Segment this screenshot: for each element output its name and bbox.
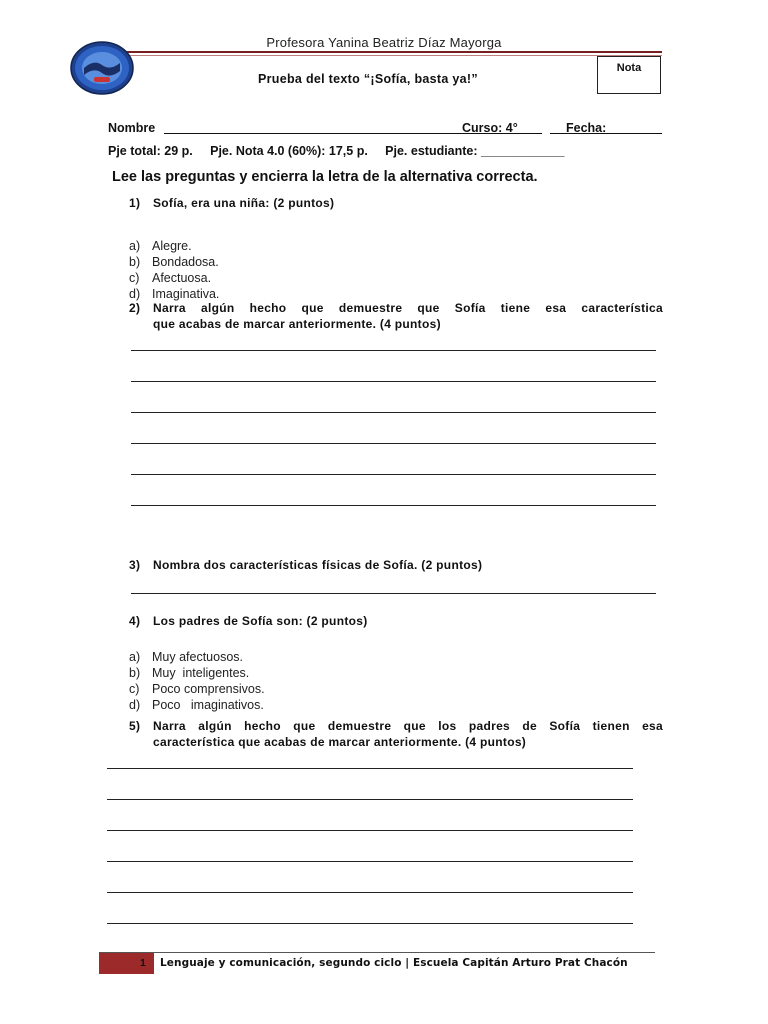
student-info-row	[108, 121, 662, 135]
test-title: Prueba del texto “¡Sofía, basta ya!”	[258, 72, 478, 86]
school-crest-icon	[70, 41, 134, 95]
answer-line[interactable]	[107, 830, 633, 831]
question-text-line-1: Narra algún hecho que demuestre que los padres de Sofía tienen esa	[153, 719, 663, 733]
question-5	[129, 718, 669, 750]
answer-line[interactable]	[131, 412, 656, 413]
question-4	[129, 613, 669, 629]
option-a[interactable]: a) Muy afectuosos.	[129, 650, 244, 664]
answer-line[interactable]	[107, 768, 633, 769]
option-c[interactable]: c) Afectuosa.	[129, 271, 212, 285]
question-text-line-2: que acabas de marcar anteriormente. (4 puntos)	[153, 317, 441, 331]
option-b[interactable]: b) Muy inteligentes.	[129, 666, 250, 680]
score-line: Pje total: 29 p. Pje. Nota 4.0 (60%): 17,5 p. Pje. estudiante: ____________	[108, 144, 565, 158]
question-text-line-1: Narra algún hecho que demuestre que Sofía tiene esa característica	[153, 301, 663, 315]
name-label: Nombre	[108, 121, 156, 135]
option-c[interactable]: c) Poco comprensivos.	[129, 682, 265, 696]
answer-line[interactable]	[107, 799, 633, 800]
option-d[interactable]: d) Imaginativa.	[129, 287, 220, 301]
answer-line[interactable]	[131, 474, 656, 475]
question-number: 1)	[129, 196, 141, 210]
course-field[interactable]	[462, 121, 542, 134]
instructions: Lee las preguntas y encierra la letra de la alternativa correcta.	[112, 169, 538, 185]
question-number: 3)	[129, 558, 141, 572]
grade-box	[597, 56, 661, 94]
footer-text: Lenguaje y comunicación, segundo ciclo | Escuela Capitán Arturo Prat Chacón	[160, 957, 628, 969]
answer-line[interactable]	[107, 923, 633, 924]
question-text: Los padres de Sofía son: (2 puntos)	[153, 614, 368, 628]
header-rule-thin	[100, 55, 662, 56]
option-d[interactable]: d) Poco imaginativos.	[129, 698, 264, 712]
question-number: 4)	[129, 614, 141, 628]
grade-label: Nota	[616, 62, 642, 74]
answer-line[interactable]	[107, 861, 633, 862]
answer-line[interactable]	[131, 443, 656, 444]
question-text: Nombra dos características físicas de Sofía. (2 puntos)	[153, 558, 483, 572]
teacher-name: Profesora Yanina Beatriz Díaz Mayorga	[266, 35, 502, 50]
question-3	[129, 557, 669, 573]
date-label: Fecha:	[566, 121, 607, 135]
footer-rule	[99, 952, 655, 953]
header-rule	[100, 51, 662, 53]
question-number: 2)	[129, 301, 141, 315]
answer-line[interactable]	[131, 350, 656, 351]
course-label: Curso: 4°	[462, 121, 518, 135]
question-number: 5)	[129, 719, 141, 733]
answer-line[interactable]	[107, 892, 633, 893]
name-field[interactable]	[164, 121, 462, 134]
option-a[interactable]: a) Alegre.	[129, 239, 192, 253]
question-1	[129, 195, 669, 211]
question-text: Sofía, era una niña: (2 puntos)	[153, 196, 335, 210]
question-text-line-2: característica que acabas de marcar anteriormente. (4 puntos)	[153, 735, 527, 749]
option-b[interactable]: b) Bondadosa.	[129, 255, 219, 269]
page-number: 1	[140, 957, 146, 969]
answer-line[interactable]	[131, 593, 656, 594]
question-2	[129, 300, 669, 332]
answer-line[interactable]	[131, 381, 656, 382]
answer-line[interactable]	[131, 505, 656, 506]
